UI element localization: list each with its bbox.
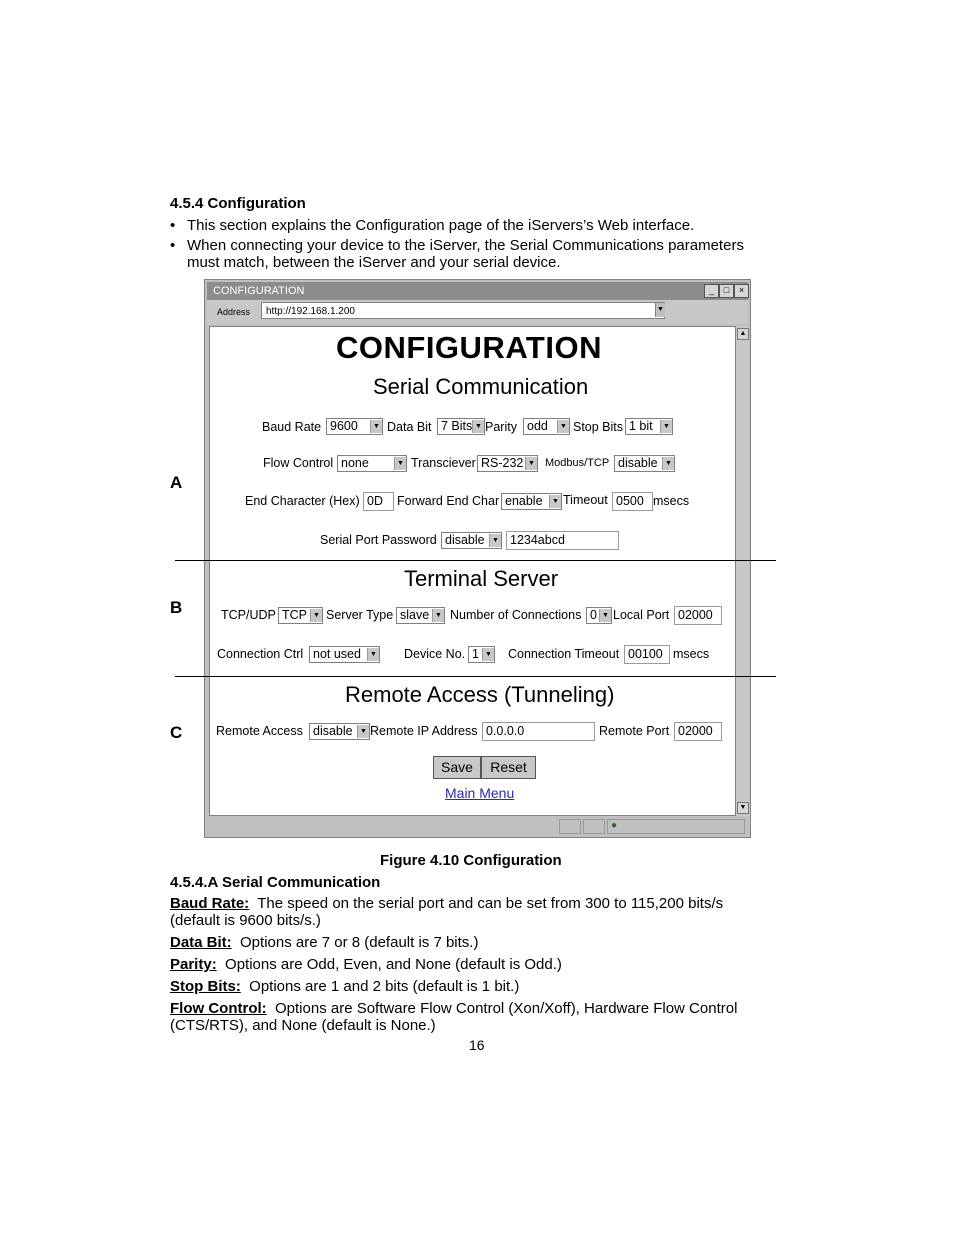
stop-bits-value: 1 bit: [629, 419, 653, 433]
chevron-down-icon: ▼: [370, 420, 382, 433]
definition-text: Options are 7 or 8 (default is 7 bits.): [240, 934, 479, 951]
conn-ctrl-label: Connection Ctrl: [217, 647, 304, 661]
section-divider: [175, 676, 776, 677]
chevron-down-icon: ▼: [549, 495, 561, 508]
fwd-end-char-select[interactable]: [501, 493, 562, 510]
chevron-down-icon: ▼: [525, 457, 537, 470]
device-no-label: Device No.: [404, 647, 466, 661]
chevron-down-icon: ▼: [662, 457, 674, 470]
definition-term: Flow Control:: [170, 1000, 267, 1017]
remote-access-select[interactable]: [309, 723, 370, 740]
conn-timeout-unit: msecs: [673, 647, 710, 661]
tcp-udp-value: TCP: [282, 608, 307, 622]
title-bar: [207, 282, 748, 300]
baud-rate-label: Baud Rate: [262, 420, 322, 434]
modbus-select[interactable]: [614, 455, 675, 472]
data-bit-label: Data Bit: [387, 420, 432, 434]
connections-select[interactable]: [586, 607, 612, 624]
bullet-dot: •: [170, 217, 176, 234]
timeout-label: Timeout: [563, 493, 608, 507]
server-type-select[interactable]: [396, 607, 445, 624]
scroll-down-icon[interactable]: ▼: [737, 802, 749, 814]
window-title: CONFIGURATION: [213, 285, 305, 297]
conn-timeout-label: Connection Timeout: [508, 647, 620, 661]
timeout-input[interactable]: 0500: [612, 492, 653, 511]
transciever-label: Transciever: [411, 456, 476, 470]
baud-rate-value: 9600: [330, 419, 358, 433]
status-bar: [207, 817, 748, 835]
chevron-down-icon: ▼: [482, 648, 494, 661]
definition-text: The speed on the serial port and can be set from 300 to 115,200 bits/s (default is 9600 bits/s.): [170, 895, 724, 929]
timeout-unit: msecs: [653, 494, 690, 508]
data-bit-value: 7 Bits: [441, 419, 473, 433]
bullet-dot: •: [170, 237, 176, 254]
device-no-value: 1: [472, 647, 479, 661]
baud-rate-select[interactable]: [326, 418, 383, 435]
local-port-label: Local Port: [613, 608, 670, 622]
tcp-udp-select[interactable]: [278, 607, 323, 624]
stop-bits-label: Stop Bits: [573, 420, 624, 434]
globe-icon: ●: [611, 820, 618, 831]
connections-label: Number of Connections: [450, 608, 582, 622]
flow-control-label: Flow Control: [263, 456, 334, 470]
remote-ip-label: Remote IP Address: [370, 724, 478, 738]
definition: [170, 1000, 770, 1034]
tcp-udp-label: TCP/UDP: [221, 608, 276, 622]
server-type-label: Server Type: [326, 608, 394, 622]
chevron-down-icon: ▼: [599, 609, 611, 622]
password-input[interactable]: 1234abcd: [506, 531, 619, 550]
definition: [170, 978, 770, 995]
flow-control-select[interactable]: [337, 455, 407, 472]
minimize-icon[interactable]: _: [704, 284, 719, 298]
chevron-down-icon[interactable]: ▼: [655, 303, 665, 317]
remote-ip-input[interactable]: 0.0.0.0: [482, 722, 595, 741]
vertical-scrollbar[interactable]: [736, 326, 749, 816]
status-segment: [583, 819, 605, 834]
transciever-value: RS-232: [481, 456, 524, 470]
chevron-down-icon: ▼: [557, 420, 569, 433]
parity-label: Parity: [485, 420, 517, 434]
password-mode-select[interactable]: [441, 532, 502, 549]
chevron-down-icon: ▼: [432, 609, 444, 622]
definition: [170, 895, 770, 929]
address-input[interactable]: http://192.168.1.200: [261, 302, 665, 319]
remote-section-title: Remote Access (Tunneling): [345, 682, 615, 707]
chevron-down-icon: ▼: [660, 420, 672, 433]
section-label-c: C: [170, 723, 183, 742]
definition-term: Baud Rate:: [170, 895, 250, 912]
scroll-up-icon[interactable]: ▲: [737, 328, 749, 340]
section-label-b: B: [170, 598, 183, 617]
conn-ctrl-value: not used: [313, 647, 361, 661]
remote-access-value: disable: [313, 724, 353, 738]
main-menu-link[interactable]: Main Menu: [445, 785, 515, 801]
section-label-a: A: [170, 473, 183, 492]
chevron-down-icon: ▼: [367, 648, 379, 661]
connections-value: 0: [590, 608, 597, 622]
stop-bits-select[interactable]: [625, 418, 673, 435]
chevron-down-icon: ▼: [394, 457, 406, 470]
parity-value: odd: [527, 419, 548, 433]
local-port-input[interactable]: 02000: [674, 606, 722, 625]
serial-section-title: Serial Communication: [373, 374, 589, 399]
definition-term: Stop Bits:: [170, 978, 241, 995]
maximize-icon[interactable]: □: [719, 284, 734, 298]
chevron-down-icon: ▼: [472, 420, 484, 433]
chevron-down-icon: ▼: [489, 534, 501, 547]
bullet-text: When connecting your device to the iServer, the Serial Communications parameters must match, between the iServer and your serial device.: [187, 237, 744, 271]
figure-caption: Figure 4.10 Configuration: [380, 852, 562, 869]
chevron-down-icon: ▼: [310, 609, 322, 622]
conn-timeout-input[interactable]: 00100: [624, 645, 670, 664]
definition: [170, 956, 770, 973]
reset-button[interactable]: Reset: [481, 756, 536, 779]
definition-term: Data Bit:: [170, 934, 232, 951]
password-mode-value: disable: [445, 533, 485, 547]
section-divider: [175, 560, 776, 561]
status-segment: [559, 819, 581, 834]
definition-text: Options are Software Flow Control (Xon/Xoff), Hardware Flow Control (CTS/RTS), and None (default is None.): [170, 1000, 738, 1034]
save-button[interactable]: Save: [433, 756, 481, 779]
password-label: Serial Port Password: [320, 533, 437, 547]
definition-text: Options are 1 and 2 bits (default is 1 bit.): [249, 978, 520, 995]
end-char-input[interactable]: 0D: [363, 492, 394, 511]
modbus-label: Modbus/TCP: [545, 457, 610, 469]
address-bar: [207, 300, 748, 324]
device-no-select[interactable]: [468, 646, 495, 663]
end-char-label: End Character (Hex): [245, 494, 360, 508]
conn-ctrl-select[interactable]: [309, 646, 380, 663]
remote-port-input[interactable]: 02000: [674, 722, 722, 741]
page-number: 16: [469, 1037, 485, 1053]
terminal-section-title: Terminal Server: [404, 566, 559, 591]
definition-text: Options are Odd, Even, and None (default is Odd.): [225, 956, 562, 973]
address-label: Address: [217, 307, 251, 317]
close-icon[interactable]: ×: [734, 284, 749, 298]
status-segment: [607, 819, 745, 834]
subheading: 4.5.4.A Serial Communication: [170, 874, 381, 891]
remote-access-label: Remote Access: [216, 724, 303, 738]
flow-control-value: none: [341, 456, 369, 470]
bullet-text: This section explains the Configuration page of the iServers’s Web interface.: [187, 217, 695, 234]
modbus-value: disable: [618, 456, 658, 470]
remote-port-label: Remote Port: [599, 724, 670, 738]
fwd-end-char-value: enable: [505, 494, 543, 508]
parity-select[interactable]: [523, 418, 570, 435]
server-type-value: slave: [400, 608, 430, 622]
definition: [170, 934, 770, 951]
chevron-down-icon: ▼: [357, 725, 369, 738]
section-heading: 4.5.4 Configuration: [170, 195, 306, 212]
definition-term: Parity:: [170, 956, 217, 973]
transciever-select[interactable]: [477, 455, 538, 472]
page-title: CONFIGURATION: [336, 330, 602, 365]
data-bit-select[interactable]: [437, 418, 485, 435]
fwd-end-char-label: Forward End Char: [397, 494, 500, 508]
